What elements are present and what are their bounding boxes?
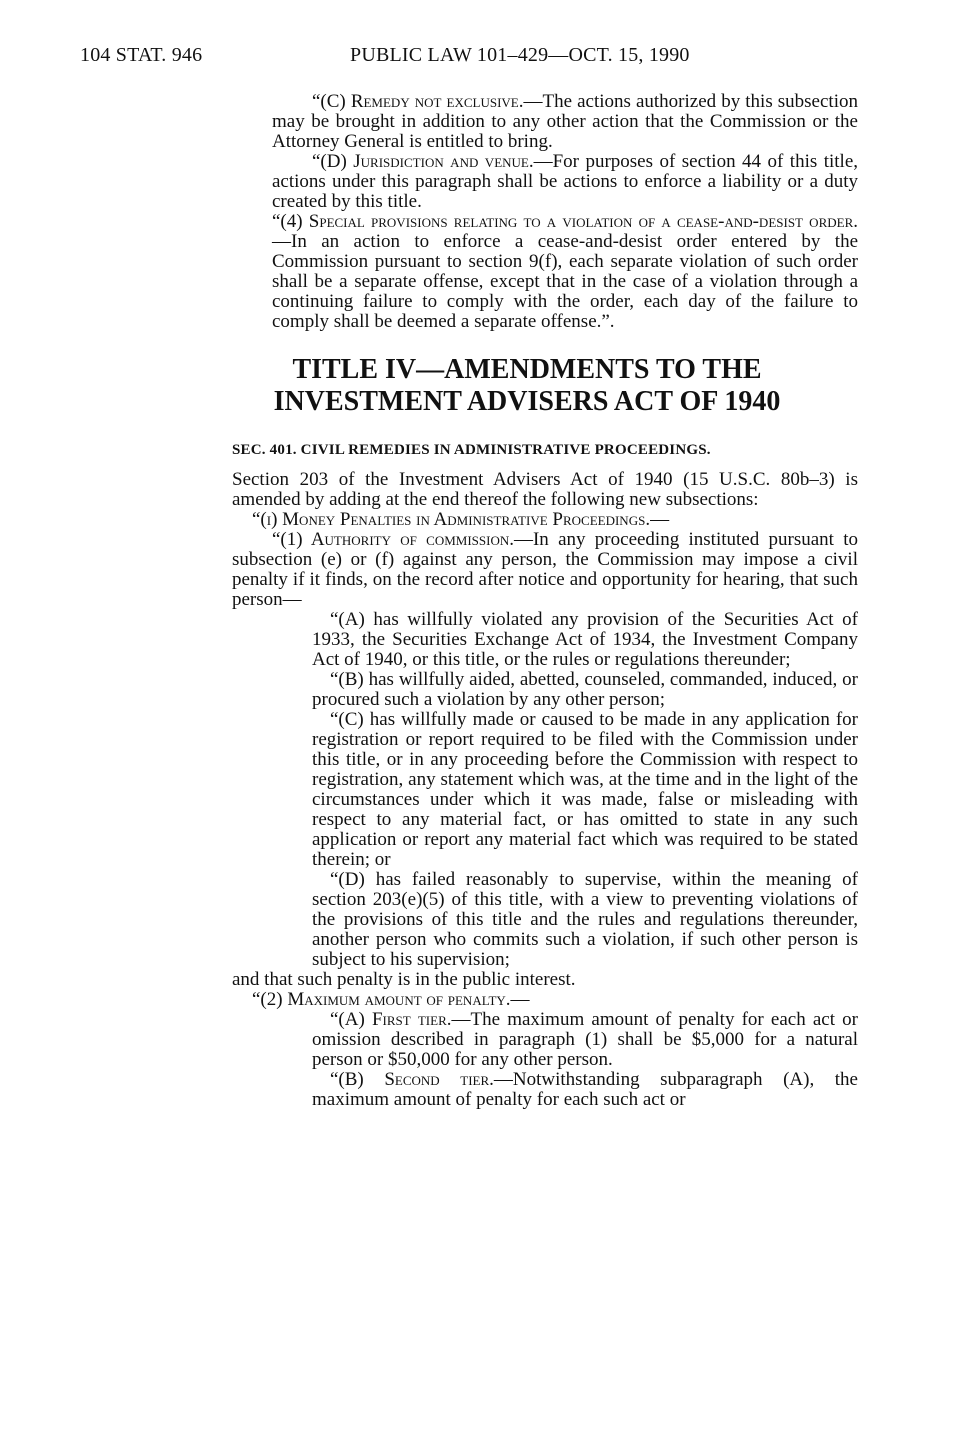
heading-c-remedy: “(C) Remedy not exclusive. (312, 91, 524, 112)
subsection-i-heading: “(i) Money Penalties in Administrative Proceedings.— (252, 509, 670, 530)
clause-a: “(A) has willfully violated any provision of the Securities Act of 1933, the Securities Exchange Act of 1934, the Investment Company Act of 1940, or this title, or the rules or regulations thereunder; (312, 609, 858, 670)
paragraph-2-heading: “(2) Maximum amount of penalty.— (252, 989, 530, 1010)
text-1-authority: —In any proceeding instituted pursuant to subsection (e) or (f) against any person, the Commission may impose a civil penalty if it finds, on the record after notice and opportunity for hearing, that such person— (232, 529, 858, 610)
clause-d: “(D) has failed reasonably to supervise, within the meaning of section 203(e)(5) of this title, with a view to preventing violations of the provisions of this title and the rules and regulations thereunder, another person who commits such a violation, if such other person is subject to his supervision; (312, 869, 858, 970)
paragraph-4-special (272, 212, 858, 332)
document-body (232, 91, 859, 1110)
public-law-citation: PUBLIC LAW 101–429—OCT. 15, 1990 (350, 44, 690, 66)
second-tier-heading: “(B) Second tier. (330, 1069, 494, 1090)
section-intro: Section 203 of the Investment Advisers Act of 1940 (15 U.S.C. 80b–3) is amended by adding at the end thereof the following new subsections: (232, 469, 858, 510)
heading-1-authority: “(1) Authority of commission. (272, 529, 514, 550)
first-tier (272, 1010, 858, 1070)
text-d-jurisdiction: —For purposes of section 44 of this title, actions under this paragraph shall be actions to enforce a liability or a duty created by this title. (272, 151, 859, 212)
paragraph-1-authority (232, 530, 858, 610)
clause-c: “(C) has willfully made or caused to be made in any application for registration or report required to be filed with the Commission under this title, or in any proceeding before the Commission with respect to registration, any statement which was, at the time and in the light of the circumstances under which it was made, false or misleading with respect to any material fact, or has omitted to state in any such application or report any material fact which was required to be stated therein; or (312, 709, 858, 870)
paragraph-d-jurisdiction (272, 152, 858, 212)
clause-b: “(B) has willfully aided, abetted, counseled, commanded, induced, or procured such a violation by any other person; (312, 669, 858, 710)
second-tier (272, 1070, 858, 1110)
heading-d-jurisdiction: “(D) Jurisdiction and venue. (312, 151, 534, 172)
title-line-2: INVESTMENT ADVISERS ACT OF 1940 (273, 386, 781, 417)
heading-4-special: “(4) Special provisions relating to a violation of a cease-and-desist order. (272, 211, 858, 232)
text-4-special: —In an action to enforce a cease-and-desist order entered by the Commission pursuant to section 9(f), each separate violation of such order shall be a separate offense, except that in the case of a violation through a continuing failure to comply with the order, each day of the failure to comply shall be deemed a separate offense.”. (272, 231, 858, 332)
text-c-remedy: —The actions authorized by this subsection may be brought in addition to any other action that the Commission or the Attorney General is entitled to bring. (272, 91, 858, 152)
paragraph-c-remedy (272, 92, 858, 152)
title-line-1: TITLE IV—AMENDMENTS TO THE (292, 354, 762, 385)
public-interest-line: and that such penalty is in the public interest. (232, 969, 576, 990)
stat-citation: 104 STAT. 946 (80, 44, 203, 66)
title-heading (232, 354, 822, 418)
first-tier-text: —The maximum amount of penalty for each act or omission described in paragraph (1) shall be $5,000 for a natural person or $50,000 for any other person. (312, 1009, 858, 1070)
first-tier-heading: “(A) First tier. (330, 1009, 452, 1030)
second-tier-text: —Notwithstanding subparagraph (A), the maximum amount of penalty for each such act or (312, 1069, 858, 1110)
section-heading: SEC. 401. CIVIL REMEDIES IN ADMINISTRATIVE PROCEEDINGS. (232, 442, 711, 458)
